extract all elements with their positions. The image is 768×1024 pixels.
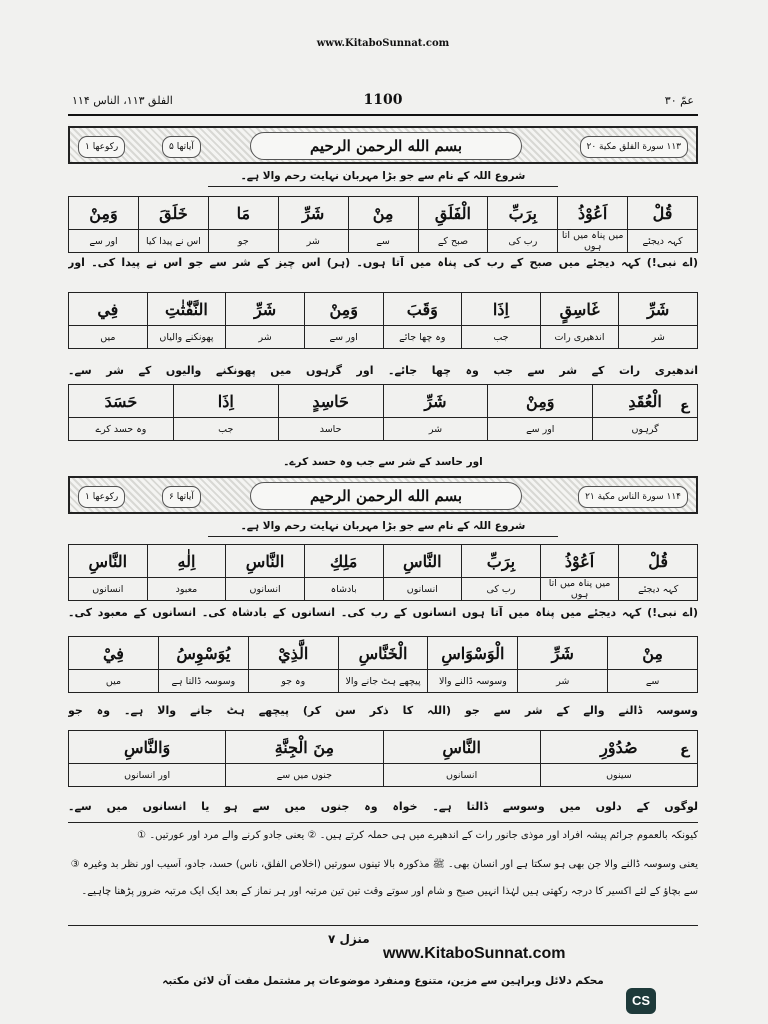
arabic-word: الَّذِيْ bbox=[248, 637, 338, 670]
arabic-word: فِي bbox=[69, 293, 148, 326]
ruku-count: ركوعها ۱ bbox=[78, 486, 125, 508]
surah-falaq-banner bbox=[68, 126, 698, 164]
site-url-top[interactable]: www.KitaboSunnat.com bbox=[316, 38, 450, 49]
bismillah: بسم الله الرحمن الرحيم bbox=[250, 482, 522, 510]
urdu-meaning: انسانوں bbox=[383, 764, 540, 787]
arabic-word: وَمِنْ bbox=[488, 385, 593, 418]
arabic-word: النَّفّٰثٰتِ bbox=[147, 293, 226, 326]
urdu-meaning: اس نے پیدا کیا bbox=[139, 230, 209, 253]
urdu-meaning: وہ جو bbox=[248, 670, 338, 693]
arabic-word: اَعُوْذُ bbox=[558, 197, 628, 230]
urdu-meaning: شر bbox=[383, 418, 488, 441]
arabic-word: الْعُقَدِ bbox=[593, 385, 698, 418]
arabic-word: النَّاسِ bbox=[226, 545, 305, 578]
arabic-word: النَّاسِ bbox=[383, 545, 462, 578]
translation-line: (اے نبی!) کہہ دیجئے میں پناہ میں آتا ہوں انسانوں کے رب کی۔ انسانوں کے بادشاہ کی۔ انسانوں کے معبود کی۔ bbox=[68, 606, 698, 619]
arabic-word: اِذَا bbox=[173, 385, 278, 418]
word-table bbox=[68, 730, 698, 787]
arabic-word: وَمِنْ bbox=[69, 197, 139, 230]
surah-nas-banner bbox=[68, 476, 698, 514]
surah-title: ۱۱۴ سورة الناس مكية ۲۱ bbox=[578, 486, 688, 508]
page-number: 1100 bbox=[363, 92, 403, 108]
urdu-meaning: پیچھے ہٹ جانے والا bbox=[338, 670, 428, 693]
urdu-meaning: شر bbox=[619, 326, 698, 349]
manzil-label: منزل ۷ bbox=[328, 932, 370, 946]
translation-line: اور حاسد کے شر سے جب وہ حسد کرے۔ bbox=[283, 456, 483, 468]
bismillah-translation: شروع اللہ کے نام سے جو بڑا مہربان نہایت رحم والا ہے۔ bbox=[240, 520, 526, 532]
footnote: کیونکہ بالعموم جرائم پیشہ افراد اور موذی جانور رات کے اندھیرے میں ہی حملہ کرتے ہیں۔ ② یعنی جادو کرنے والے مرد اور عورتیں۔ ① bbox=[137, 830, 698, 841]
urdu-meaning: رب کی bbox=[488, 230, 558, 253]
translation-line: اندھیری رات کے شر سے جب وہ چھا جائے۔ اور گرہوں میں پھونکنے والیوں کے شر سے۔ bbox=[68, 364, 698, 377]
urdu-meaning: سے bbox=[348, 230, 418, 253]
header-juz: عمّ ۳۰ bbox=[664, 94, 694, 107]
urdu-meaning: وہ حسد کرے bbox=[69, 418, 174, 441]
quran-page bbox=[68, 30, 698, 987]
urdu-meaning: اندھیری رات bbox=[540, 326, 619, 349]
footnote: سے بچاؤ کے لئے اکسیر کا درجہ رکھتی ہیں لہٰذا انہیں صبح و شام اور سوتے وقت تین تین مرتبہ اور ہر نماز کے بعد ایک ایک مرتبہ ضرور پڑھنا چاہیے۔ bbox=[81, 886, 698, 897]
urdu-meaning: شر bbox=[518, 670, 608, 693]
urdu-meaning: میں پناہ میں آتا ہوں bbox=[540, 578, 619, 601]
arabic-word: بِرَبِّ bbox=[488, 197, 558, 230]
arabic-word: مِنْ bbox=[348, 197, 418, 230]
urdu-meaning: صبح کے bbox=[418, 230, 488, 253]
word-table bbox=[68, 544, 698, 601]
word-table bbox=[68, 196, 698, 253]
urdu-meaning: جب bbox=[173, 418, 278, 441]
urdu-meaning: انسانوں bbox=[383, 578, 462, 601]
library-tagline: محکم دلائل وبراہین سے مزین، متنوع ومنفرد موضوعات پر مشتمل مفت آن لائن مکتبہ bbox=[162, 975, 604, 987]
ayah-count: آياتها ۵ bbox=[162, 136, 201, 158]
arabic-word: مِنْ bbox=[608, 637, 698, 670]
arabic-word: الْفَلَقِ bbox=[418, 197, 488, 230]
urdu-meaning: میں bbox=[69, 326, 148, 349]
urdu-meaning: انسانوں bbox=[69, 578, 148, 601]
arabic-word: صُدُوْرِ bbox=[540, 731, 697, 764]
arabic-word: حَسَدَ bbox=[69, 385, 174, 418]
arabic-word: يُوَسْوِسُ bbox=[158, 637, 248, 670]
arabic-word: فِيْ bbox=[69, 637, 159, 670]
word-table bbox=[68, 384, 698, 441]
arabic-word: بِرَبِّ bbox=[462, 545, 541, 578]
urdu-meaning: جنوں میں سے bbox=[226, 764, 383, 787]
urdu-meaning: جب bbox=[462, 326, 541, 349]
ruku-count: ركوعها ۱ bbox=[78, 136, 125, 158]
urdu-meaning: بادشاہ bbox=[304, 578, 383, 601]
arabic-word: الْوَسْوَاسِ bbox=[428, 637, 518, 670]
translation-line: وسوسہ ڈالنے والے کے شر سے جو (اللہ کا ذکر سن کر) پیچھے ہٹ جانے والا ہے۔ وہ جو bbox=[68, 704, 698, 717]
arabic-word: النَّاسِ bbox=[383, 731, 540, 764]
urdu-meaning: انسانوں bbox=[226, 578, 305, 601]
site-url-bottom[interactable]: www.KitaboSunnat.com bbox=[383, 945, 566, 962]
urdu-meaning: وہ چھا جائے bbox=[383, 326, 462, 349]
word-table bbox=[68, 292, 698, 349]
notes-divider bbox=[68, 822, 698, 823]
urdu-meaning: سے bbox=[608, 670, 698, 693]
urdu-meaning: اور سے bbox=[304, 326, 383, 349]
arabic-word: غَاسِقٍ bbox=[540, 293, 619, 326]
divider bbox=[208, 186, 558, 187]
urdu-meaning: شر bbox=[278, 230, 348, 253]
header-surah-names: الفلق ۱۱۳، الناس ۱۱۴ bbox=[72, 94, 173, 107]
urdu-meaning: اور انسانوں bbox=[69, 764, 226, 787]
urdu-meaning: سینوں bbox=[540, 764, 697, 787]
urdu-meaning: میں bbox=[69, 670, 159, 693]
urdu-meaning: شر bbox=[226, 326, 305, 349]
arabic-word: شَرِّ bbox=[518, 637, 608, 670]
ayah-count: آياتها ۶ bbox=[162, 486, 201, 508]
urdu-meaning: وسوسہ ڈالنے والا bbox=[428, 670, 518, 693]
footer-rule bbox=[68, 925, 698, 926]
arabic-word: شَرِّ bbox=[383, 385, 488, 418]
arabic-word: وَقَبَ bbox=[383, 293, 462, 326]
arabic-word: مَا bbox=[208, 197, 278, 230]
arabic-word: الْخَنَّاسِ bbox=[338, 637, 428, 670]
urdu-meaning: پھونکنے والیاں bbox=[147, 326, 226, 349]
arabic-word: شَرِّ bbox=[226, 293, 305, 326]
ruku-marker: ع bbox=[680, 398, 690, 414]
bismillah-translation: شروع اللہ کے نام سے جو بڑا مہربان نہایت رحم والا ہے۔ bbox=[240, 170, 526, 182]
camscanner-badge[interactable]: CS bbox=[626, 988, 656, 1014]
arabic-word: شَرِّ bbox=[278, 197, 348, 230]
urdu-meaning: حاسد bbox=[278, 418, 383, 441]
arabic-word: حَاسِدٍ bbox=[278, 385, 383, 418]
urdu-meaning: اور سے bbox=[488, 418, 593, 441]
arabic-word: قُلْ bbox=[628, 197, 698, 230]
urdu-meaning: کہہ دیجئے bbox=[619, 578, 698, 601]
urdu-meaning: رب کی bbox=[462, 578, 541, 601]
translation-line: لوگوں کے دلوں میں وسوسے ڈالتا ہے۔ خواہ وہ جنوں میں سے ہو یا انسانوں میں سے۔ bbox=[68, 800, 698, 813]
arabic-word: النَّاسِ bbox=[69, 545, 148, 578]
arabic-word: شَرِّ bbox=[619, 293, 698, 326]
urdu-meaning: معبود bbox=[147, 578, 226, 601]
arabic-word: وَالنَّاسِ bbox=[69, 731, 226, 764]
arabic-word: اِلٰهِ bbox=[147, 545, 226, 578]
arabic-word: اَعُوْذُ bbox=[540, 545, 619, 578]
footnote: یعنی وسوسہ ڈالنے والا جن بھی ہو سکتا ہے اور انسان بھی۔ ﷺ مذکورہ بالا تینوں سورتیں (اخلاص الفلق، ناس) حسد، جادو، آسیب اور نظر بد وغیرہ ③ bbox=[70, 859, 698, 870]
arabic-word: خَلَقَ bbox=[139, 197, 209, 230]
arabic-word: مِنَ الْجِنَّةِ bbox=[226, 731, 383, 764]
arabic-word: اِذَا bbox=[462, 293, 541, 326]
urdu-meaning: اور سے bbox=[69, 230, 139, 253]
arabic-word: وَمِنْ bbox=[304, 293, 383, 326]
urdu-meaning: میں پناہ میں آتا ہوں bbox=[558, 230, 628, 253]
arabic-word: قُلْ bbox=[619, 545, 698, 578]
surah-title: ۱۱۳ سورة الفلق مكية ۲۰ bbox=[580, 136, 689, 158]
page-header bbox=[68, 92, 698, 116]
urdu-meaning: وسوسہ ڈالتا ہے bbox=[158, 670, 248, 693]
word-table bbox=[68, 636, 698, 693]
bismillah: بسم الله الرحمن الرحيم bbox=[250, 132, 522, 160]
translation-line: (اے نبی!) کہہ دیجئے میں صبح کے رب کی پناہ میں آتا ہوں۔ (ہر) اس چیز کے شر سے جو اس نے پیدا کی۔ اور bbox=[68, 256, 698, 269]
urdu-meaning: گرہوں bbox=[593, 418, 698, 441]
arabic-word: مَلِكِ bbox=[304, 545, 383, 578]
divider bbox=[208, 536, 558, 537]
urdu-meaning: جو bbox=[208, 230, 278, 253]
urdu-meaning: کہہ دیجئے bbox=[628, 230, 698, 253]
ruku-marker: ع bbox=[680, 742, 690, 758]
